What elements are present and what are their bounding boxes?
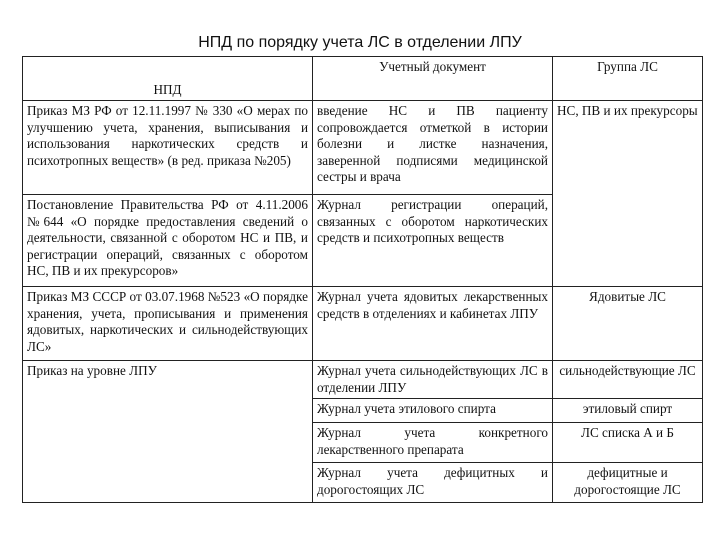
cell-group: НС, ПВ и их прекурсоры: [553, 101, 703, 195]
header-npd: НПД: [23, 57, 313, 101]
header-group: Группа ЛС: [553, 57, 703, 101]
cell-document: Журнал учета сильнодействующих ЛС в отделении ЛПУ: [313, 361, 553, 399]
cell-npd: [23, 423, 313, 463]
table-row: [23, 287, 703, 361]
table-header-row: [23, 57, 703, 101]
cell-group: сильнодействующие ЛС: [553, 361, 703, 399]
cell-group: Ядовитые ЛС: [553, 287, 703, 361]
table-row: [23, 101, 703, 195]
cell-document: Журнал учета дефицитных и дорогостоящих ЛС: [313, 463, 553, 503]
table-row: [23, 463, 703, 503]
cell-npd: Приказ МЗ РФ от 12.11.1997 № 330 «О мерах по улучшению учета, хранения, выписывания и использования наркотических средств и психотропных веществ» (в ред. приказа №205): [23, 101, 313, 195]
header-document: Учетный документ: [313, 57, 553, 101]
cell-group: этиловый спирт: [553, 399, 703, 423]
table-row: [23, 195, 703, 287]
table-row: [23, 361, 703, 399]
table-row: [23, 423, 703, 463]
table-row: [23, 399, 703, 423]
cell-document: Журнал учета конкретного лекарственного препарата: [313, 423, 553, 463]
cell-document: введение НС и ПВ пациенту сопровождается отметкой в истории болезни и листке назначения, заверенной подписями медицинской сестры и врача: [313, 101, 553, 195]
cell-document: Журнал учета этилового спирта: [313, 399, 553, 423]
cell-document: Журнал регистрации операций, связанных с оборотом наркотических средств и психотропных веществ: [313, 195, 553, 287]
cell-document: Журнал учета ядовитых лекарственных средств в отделениях и кабинетах ЛПУ: [313, 287, 553, 361]
cell-group: ЛС списка А и Б: [553, 423, 703, 463]
cell-npd: [23, 463, 313, 503]
cell-group: [553, 195, 703, 287]
cell-npd: [23, 399, 313, 423]
cell-npd: Приказ на уровне ЛПУ: [23, 361, 313, 399]
cell-npd: Приказ МЗ СССР от 03.07.1968 №523 «О порядке хранения, учета, прописывания и применения ядовитых, наркотических и сильнодействующих ЛС»: [23, 287, 313, 361]
npd-table: [22, 56, 703, 503]
page-title: НПД по порядку учета ЛС в отделении ЛПУ: [198, 34, 522, 51]
cell-group: дефицитные и дорогостоящие ЛС: [553, 463, 703, 503]
cell-npd: Постановление Правительства РФ от 4.11.2006 №644 «О порядке предоставления сведений о деятельности, связанной с оборотом НС и ПВ, и регистрации операций, связанных с оборотом НС, ПВ и их прекурсоров»: [23, 195, 313, 287]
